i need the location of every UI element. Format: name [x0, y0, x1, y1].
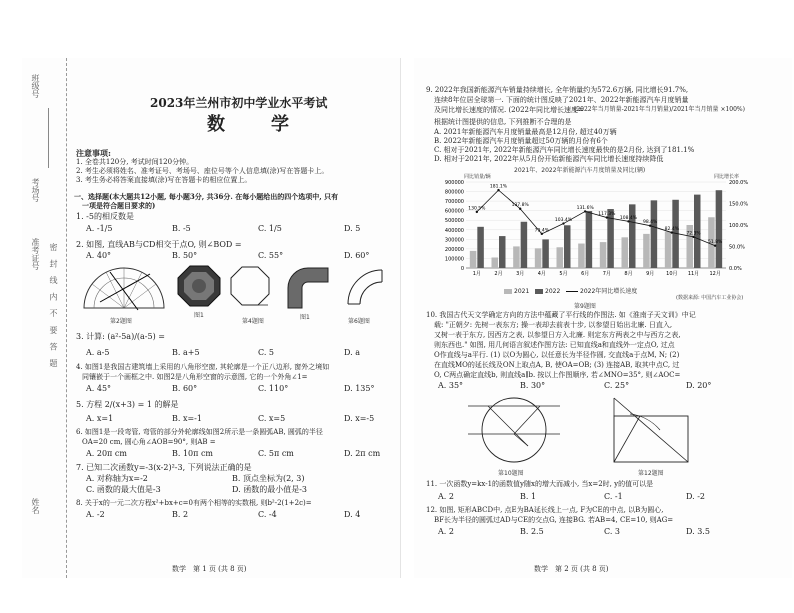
bar-2021 — [470, 251, 477, 268]
note-2: 2. 考生必须将姓名、准考证号、考场号、座位号等个人信息填(涂)写在答题卡上。 — [76, 167, 329, 175]
caption-fig1: 图1 — [194, 312, 204, 319]
growth-data-label: 181.1% — [489, 184, 508, 190]
q4-opt-a: A. 45° — [86, 384, 112, 393]
bar-2022 — [477, 227, 484, 268]
q1-opt-a: A. -1/5 — [86, 224, 113, 233]
q11-opt-a: A. 2 — [438, 492, 454, 501]
q1-opt-d: D. 5 — [344, 224, 361, 233]
q10-opt-a: A. 35° — [438, 381, 464, 390]
circle-parallel-lines-figure — [464, 394, 564, 466]
y-tick-left: 500000 — [444, 218, 464, 225]
q5-opt-a: A. x=1 — [86, 414, 114, 423]
note-3: 3. 考生务必将答案直接填(涂)写在答题卡的相应位置上。 — [76, 176, 252, 184]
bar-2022 — [499, 236, 506, 268]
q12-opt-d: D. 3.5 — [686, 527, 710, 536]
octagon-diagram — [228, 264, 272, 308]
bar-2021 — [535, 248, 542, 268]
bar-2021 — [665, 231, 672, 268]
y-tick-right: 50.0% — [729, 244, 745, 251]
bar-2021 — [643, 234, 650, 268]
y-tick-left: 800000 — [444, 189, 464, 196]
q9-text-2: 连续8年位居全球第一. 下面的统计图反映了2021年、2022年新能源汽车月度销量 — [434, 96, 689, 104]
bar-2021 — [492, 257, 499, 268]
q10-text-2: 载: "正朝夕: 先树一表东方; 操一表却去前表十步, 以参望日始出北廉. 日直入, — [434, 321, 673, 329]
growth-data-label: 103.4% — [554, 218, 573, 224]
q9-formula: (2022年当月销量-2021年当月销量)/2021年当月销量 ×100%) — [574, 106, 745, 113]
q5-opt-d: D. x=-5 — [344, 414, 375, 423]
q8-opt-c: C. -4 — [258, 510, 277, 519]
q10-text-4: 则东西也." 如图, 用几何语言叙述作图方法: 已知直线a和直线外一定点O, 过点 — [434, 341, 675, 349]
bar-2021 — [622, 237, 629, 268]
y-tick-right: 0.0% — [729, 266, 742, 272]
q12-opt-c: C. 3 — [604, 527, 621, 536]
y-tick-right: 150.0% — [729, 201, 749, 208]
page-footer-left: 数学 第 1 页 (共 8 页) — [172, 565, 247, 573]
growth-line — [477, 190, 715, 246]
bar-2021 — [513, 246, 520, 268]
growth-data-label: 79.4% — [534, 228, 549, 234]
legend-label-growth: 2022年同比增长速度 — [580, 288, 638, 295]
sales-chart — [426, 176, 762, 288]
page-footer-right: 数学 第 2 页 (共 8 页) — [534, 565, 609, 573]
x-tick-label: 9月 — [646, 271, 655, 277]
q3-text: 3. 计算: (a²-5a)/(a-5) = — [76, 332, 165, 341]
q8-text: 8. 关于x的一元二次方程x²+bx+c=0有两个相等的实数根, 则b²-2(1+2c)= — [76, 499, 312, 507]
q4-text-1: 4. 如图1是我国古建筑墙上采用的八角形空窗, 其轮廓是一个正八边形, 窗外之境如 — [76, 363, 330, 371]
q7-opt-a: A. 对称轴为x=-2 — [86, 474, 148, 483]
y-tick-left: 900000 — [444, 180, 464, 186]
exam-title: 2023年兰州市初中学业水平考试 — [150, 96, 328, 110]
q2-opt-b: B. 50° — [172, 251, 198, 260]
growth-data-label: 51.8% — [708, 240, 723, 246]
x-tick-label: 8月 — [624, 271, 633, 277]
q1-opt-c: C. 1/5 — [258, 224, 282, 233]
x-tick-label: 5月 — [559, 271, 568, 277]
q3-opt-c: C. 5 — [258, 348, 275, 357]
q7-opt-d: D. 函数的最小值是-3 — [232, 485, 308, 494]
q11-opt-d: D. -2 — [686, 492, 706, 501]
x-tick-label: 11月 — [687, 271, 700, 277]
section1-instr-1: 一、选择题(本大题共12小题, 每小题3分, 共36分. 在每小题给出的四个选项中, 只有 — [74, 192, 339, 201]
legend-label-2021: 2021 — [514, 288, 530, 295]
octagon-window-photo — [176, 264, 222, 308]
q8-opt-a: A. -2 — [86, 510, 105, 519]
q4-text-2: 同镶嵌于一个画框之中. 如图2是八角形空窗的示意图, 它的一个外角∠1= — [82, 373, 308, 381]
arc-diagram — [340, 262, 390, 310]
margin-seal-text: 密 封 线 内 不 要 答 题 — [49, 243, 58, 370]
rectangle-arc-figure — [600, 394, 704, 466]
q6-text-1: 6. 如图1是一段弯管, 弯管的部分外轮廓线如图2所示是一条圆弧AB, 圆弧的半径 — [76, 428, 323, 436]
q5-opt-c: C. x=5 — [258, 414, 286, 423]
q2-text: 2. 如图, 直线AB与CD相交于点O, 则∠BOD = — [76, 240, 242, 249]
legend-line-growth — [566, 291, 578, 292]
growth-data-label: 98.4% — [643, 220, 658, 226]
growth-data-label: 72.3% — [686, 231, 701, 237]
growth-data-label: 131.6% — [576, 205, 594, 211]
q10-opt-d: D. 20° — [686, 381, 712, 390]
q3-opt-b: B. a+5 — [172, 348, 200, 357]
y-tick-left: 300000 — [444, 237, 464, 244]
x-tick-label: 4月 — [537, 271, 546, 277]
q12-text-1: 12. 如图, 矩形ABCD中, 点E为BA延长线上一点, F为CE的中点, 以B为圆心, — [426, 506, 664, 514]
chart-legend — [504, 286, 637, 295]
chart-title: 2021年、2022年新能源汽车月度销量及同比(辆) — [514, 167, 646, 174]
bar-2022 — [629, 204, 636, 268]
q4-opt-c: C. 110° — [258, 384, 289, 393]
y-tick-left: 400000 — [444, 227, 464, 234]
q10-text-5: O作直线与a平行. (1) 以O为圆心, 以任意长为半径作圆, 交直线a于点M, N; (2) — [434, 351, 680, 359]
q1-text: 1. -5的相反数是 — [76, 212, 134, 221]
growth-data-label: 82.4% — [664, 227, 679, 233]
seal-margin — [22, 58, 67, 578]
bar-2022 — [651, 200, 658, 268]
caption-q9-figure: 第9题图 — [574, 303, 596, 310]
q6-opt-b: B. 10π cm — [172, 449, 214, 458]
protractor-figure — [80, 262, 166, 312]
margin-line — [48, 108, 49, 168]
q2-opt-c: C. 55° — [258, 251, 284, 260]
margin-label-class: 班级号 — [31, 74, 40, 98]
x-tick-label: 3月 — [516, 271, 525, 277]
q1-opt-b: B. -5 — [172, 224, 191, 233]
y-tick-left: 700000 — [444, 199, 464, 206]
q2-opt-a: A. 40° — [86, 251, 112, 260]
bar-2021 — [557, 247, 564, 268]
q10-text-6: 在直线MO的延长线及ON上取点A, B, 使OA=OB; (3) 连接AB, 取其中点C, 过 — [434, 361, 680, 369]
q10-text-1: 10. 我国古代天文学确定方向的方法中蕴藏了平行线的作图法. 如《淮南子天文训》中记 — [426, 311, 696, 319]
growth-data-label: 108.4% — [619, 215, 638, 221]
q8-opt-d: D. 4 — [344, 510, 361, 519]
q9-text-4: 根据统计图提供的信息, 下列推断不合理的是 — [434, 118, 572, 126]
q9-opt-c: C. 相对于2021年, 2022年新能源汽车同比增长速度最快的是2月份, 达到了181.1% — [434, 146, 695, 154]
bar-2022 — [521, 222, 528, 268]
chart-data-source: (数据来源: 中国汽车工业协会) — [676, 295, 744, 301]
caption-q2-figure: 第2题图 — [110, 318, 132, 325]
chart-ylabel-left: 同比销量/辆 — [464, 174, 491, 180]
bar-2022 — [564, 225, 571, 268]
x-tick-label: 1月 — [472, 271, 481, 277]
growth-data-label: 130.5% — [468, 206, 486, 212]
q12-opt-b: B. 2.5 — [520, 527, 544, 536]
q6-opt-d: D. 2π cm — [344, 449, 381, 458]
q9-opt-d: D. 相对于2021年, 2022年从5月份开始新能源汽车同比增长速度持续降低 — [434, 155, 664, 163]
x-tick-label: 10月 — [666, 271, 678, 277]
y-tick-left: 200000 — [444, 246, 464, 253]
q10-text-7: O, C两点确定直线b, 则直线a∥b. 按以上作图顺序, 若∠MNO=35°, 则∠AOC= — [434, 371, 681, 379]
section1-instr-2: 一项是符合题目要求的) — [82, 201, 156, 210]
q9-text-3: 及同比增长速度的情况. (2022年同比增长速度= — [434, 106, 584, 114]
x-tick-label: 2月 — [494, 271, 503, 277]
q9-text-1: 9. 2022年我国新能源汽车销量持续增长, 全年销量约为572.6万辆, 同比增长91.7%, — [426, 86, 689, 94]
caption-fig1-pipe: 图1 — [300, 314, 310, 321]
caption-q12-figure: 第12题图 — [638, 470, 664, 477]
q6-opt-c: C. 5π cm — [258, 449, 294, 458]
note-1: 1. 全卷共120分, 考试时间120分钟。 — [76, 158, 194, 166]
q7-opt-b: B. 顶点坐标为(2, 3) — [232, 474, 305, 483]
q4-opt-b: B. 60° — [172, 384, 198, 393]
caption-q10-figure: 第10题图 — [498, 470, 524, 477]
caption-q6-figure: 第6题图 — [348, 318, 370, 325]
y-tick-left: 100000 — [444, 256, 464, 263]
y-tick-left: 0 — [460, 266, 464, 272]
q7-text: 7. 已知二次函数y=-3(x-2)²-3, 下列说法正确的是 — [76, 463, 252, 472]
legend-swatch-2022 — [535, 289, 543, 294]
x-tick-label: 7月 — [602, 271, 611, 277]
exam-page-left — [22, 58, 401, 578]
q9-opt-a: A. 2021年新能源汽车月度销量最高是12月份, 超过40万辆 — [434, 128, 617, 136]
bar-2022 — [716, 190, 723, 268]
chart-ylabel-right: 同比增长率 — [714, 174, 740, 180]
bar-2021 — [600, 242, 607, 268]
margin-label-room: 考场号 — [31, 178, 40, 202]
growth-data-label: 117.3% — [598, 212, 616, 218]
q10-text-3: 又树一表于东方, 因西方之表, 以参望日方入北廉. 则定东方两表之中与西方之表, — [434, 331, 681, 339]
q11-opt-c: C. -1 — [604, 492, 623, 501]
q11-opt-b: B. 1 — [520, 492, 537, 501]
legend-label-2022: 2022 — [545, 288, 561, 295]
y-tick-left: 600000 — [444, 208, 464, 215]
y-tick-right: 200.0% — [729, 180, 749, 186]
q9-opt-b: B. 2022年新能源汽车月度销量超过50万辆的月份有6个 — [434, 137, 608, 145]
y-tick-right: 100.0% — [729, 223, 749, 229]
legend-swatch-2021 — [504, 289, 512, 294]
q12-opt-a: A. 2 — [438, 527, 454, 536]
q2-opt-d: D. 60° — [344, 251, 370, 260]
x-tick-label: 12月 — [709, 271, 721, 277]
q3-opt-a: A. a-5 — [86, 348, 110, 357]
exam-page-right — [414, 58, 792, 578]
q5-text: 5. 方程 2/(x+3) = 1 的解是 — [76, 400, 179, 409]
caption-q4-figure: 第4题图 — [242, 318, 264, 325]
subject-title: 数 学 — [207, 114, 303, 135]
q4-opt-d: D. 135° — [344, 384, 375, 393]
bar-2021 — [578, 244, 585, 268]
growth-data-label: 137.8% — [511, 203, 529, 209]
q11-text: 11. 一次函数y=kx-1的函数值y随x的增大而减小, 当x=2时, y的值可以是 — [426, 480, 654, 488]
q3-opt-d: D. a — [344, 348, 360, 357]
q5-opt-b: B. x=-1 — [172, 414, 202, 423]
q6-text-2: OA=20 cm, 圆心角∠AOB=90°, 则AB = — [82, 438, 216, 446]
bar-2022 — [586, 211, 593, 268]
q7-opt-c: C. 函数的最大值是-3 — [86, 485, 161, 494]
bar-2022 — [542, 239, 549, 268]
q6-opt-a: A. 20π cm — [86, 449, 127, 458]
notes-header: 注意事项: — [76, 148, 111, 158]
q12-text-2: BF长为半径的圆弧过AD与CE的交点G, 连接BG. 若AB=4, CE=10, 则AG= — [434, 516, 674, 524]
q10-opt-c: C. 25° — [604, 381, 630, 390]
x-tick-label: 6月 — [581, 271, 590, 277]
q8-opt-b: B. 2 — [172, 510, 189, 519]
q10-opt-b: B. 30° — [520, 381, 546, 390]
margin-label-name: 姓名 — [31, 498, 40, 514]
margin-label-admission: 准考证号 — [31, 238, 40, 270]
bent-pipe-photo — [282, 262, 330, 310]
